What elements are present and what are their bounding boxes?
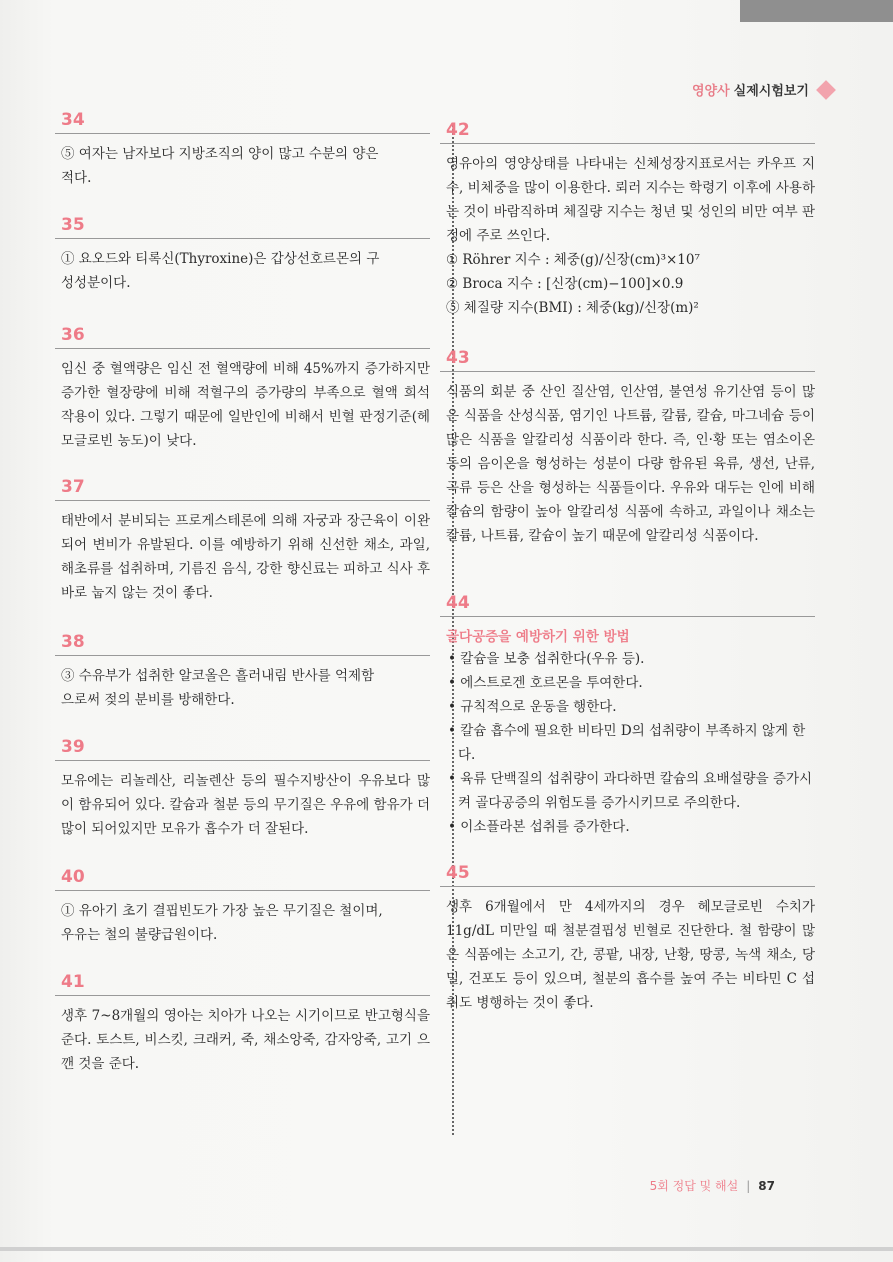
section-subheading: 골다공증을 예방하기 위한 방법 xyxy=(446,629,630,645)
formula-broca: ② Broca 지수 : [신장(cm)−100]×0.9 xyxy=(446,276,684,292)
formula-bmi: ⑤ 체질량 지수(BMI) : 체중(kg)/신장(m)² xyxy=(446,300,699,316)
answer-text: ③ 수유부가 섭취한 알코올은 흘러내림 반사를 억제함 으로써 젖의 분비를 방해한다. xyxy=(61,668,375,708)
list-item: • 에스트로겐 호르몬을 투여한다. xyxy=(448,675,643,691)
running-header xyxy=(692,80,833,99)
question-rule xyxy=(55,655,430,656)
question-rule xyxy=(55,995,430,996)
question-number: 39 xyxy=(61,737,85,757)
question-40 xyxy=(55,867,430,972)
answer-text: 모유에는 리놀레산, 리놀렌산 등의 필수지방산이 우유보다 많이 함유되어 있다. 칼슘과 철분 등의 무기질은 우유에 함유가 더 많이 되어있지만 모유가 흡수가 더 잘된다. xyxy=(61,773,430,837)
question-rule xyxy=(55,238,430,239)
answer-text: 영유아의 영양상태를 나타내는 신체성장지표로서는 카우프 지수, 비체중을 많이 이용한다. 뢰러 지수는 학령기 이후에 사용하는 것이 바람직하며 체질량 지수는 청년 및 성인의 비만 여부 판정에 주로 쓰인다. xyxy=(446,156,815,244)
question-rule xyxy=(440,616,815,617)
answer-text: 태반에서 분비되는 프로게스테론에 의해 자궁과 장근육이 이완되어 변비가 유발된다. 이를 예방하기 위해 신선한 채소, 과일, 해초류를 섭취하며, 기름진 음식, 강한 향신료는 피하고 식사 후 바로 눕지 않는 것이 좋다. xyxy=(61,513,430,601)
scan-bottom-edge xyxy=(0,1247,893,1251)
answer-text: 생후 7~8개월의 영아는 치아가 나오는 시기이므로 반고형식을 준다. 토스트, 비스킷, 크래커, 죽, 채소앙죽, 감자앙죽, 고기 으깬 것을 준다. xyxy=(61,1008,430,1072)
answer-text: ⑤ 여자는 남자보다 지방조직의 양이 많고 수분의 양은 적다. xyxy=(61,146,379,186)
question-number: 43 xyxy=(446,348,470,368)
diamond-icon xyxy=(816,80,836,100)
list-item: • 칼슘 흡수에 필요한 비타민 D의 섭취량이 부족하지 않게 한다. xyxy=(448,723,806,763)
question-number: 34 xyxy=(61,110,85,130)
question-rule xyxy=(440,371,815,372)
question-number: 35 xyxy=(61,215,85,235)
list-item: • 이소플라본 섭취를 증가한다. xyxy=(448,819,630,835)
page-number: 87 xyxy=(758,1178,775,1193)
list-item: • 규칙적으로 운동을 행한다. xyxy=(448,699,617,715)
question-43 xyxy=(440,348,815,593)
scan-edge xyxy=(740,0,893,22)
answer-text: ① 유아기 초기 결핍빈도가 가장 높은 무기질은 철이며, 우유는 철의 불량급원이다. xyxy=(61,903,383,943)
question-number: 38 xyxy=(61,632,85,652)
question-37 xyxy=(55,477,430,632)
question-45 xyxy=(440,863,815,1043)
list-item: • 육류 단백질의 섭취량이 과다하면 칼슘의 요배설량을 증가시켜 골다공증의 위험도를 증가시키므로 주의한다. xyxy=(448,771,813,811)
question-39 xyxy=(55,737,430,867)
left-column xyxy=(55,110,430,1102)
question-41 xyxy=(55,972,430,1102)
question-number: 45 xyxy=(446,863,470,883)
formula-rohrer: ① Röhrer 지수 : 체중(g)/신장(cm)³×10⁷ xyxy=(446,252,700,268)
header-brand: 영양사 xyxy=(691,84,730,99)
answer-text: 식품의 회분 중 산인 질산염, 인산염, 불연성 유기산염 등이 많은 식품을 산성식품, 염기인 나트륨, 칼륨, 칼슘, 마그네슘 등이 많은 식품을 알칼리성 식품이라 한다. 즉, 인·황 또는 염소이온 등의 음이온을 형성하는 성분이 다량 함유된 육류, 생선, 난류, 곡류 등은 산을 형성하는 식품들이다. 우유와 대두는 인에 비해 칼슘의 함량이 높아 알칼리성 식품에 속하고, 과일이나 채소는 칼륨, 나트륨, 칼슘이 높기 때문에 알칼리성 식품이다. xyxy=(446,384,815,544)
right-column xyxy=(440,120,815,1043)
question-number: 40 xyxy=(61,867,85,887)
question-rule xyxy=(55,760,430,761)
question-rule xyxy=(440,143,815,144)
question-36 xyxy=(55,325,430,477)
question-number: 42 xyxy=(446,120,470,140)
question-number: 37 xyxy=(61,477,85,497)
question-rule xyxy=(440,886,815,887)
question-44 xyxy=(440,593,815,863)
page-footer xyxy=(650,1177,775,1194)
question-34 xyxy=(55,110,430,215)
question-38 xyxy=(55,632,430,737)
question-35 xyxy=(55,215,430,325)
answer-text: 임신 중 혈액량은 임신 전 혈액량에 비해 45%까지 증가하지만 증가한 혈장량에 비해 적혈구의 증가량의 부족으로 혈액 희석작용이 있다. 그렇기 때문에 일반인에 비해서 빈혈 판정기준(헤모글로빈 농도)이 낮다. xyxy=(61,361,430,449)
list-item: • 칼슘을 보충 섭취한다(우유 등). xyxy=(448,651,645,667)
footer-label: 5회 정답 및 해설 xyxy=(649,1179,739,1193)
question-rule xyxy=(55,348,430,349)
question-number: 44 xyxy=(446,593,470,613)
answer-text: ① 요오드와 티록신(Thyroxine)은 갑상선호르몬의 구 성성분이다. xyxy=(61,251,380,291)
answer-text: 생후 6개월에서 만 4세까지의 경우 헤모글로빈 수치가 11g/dL 미만일 때 철분결핍성 빈혈로 진단한다. 철 함량이 많은 식품에는 소고기, 간, 콩팥, 내장, 난황, 땅콩, 녹색 채소, 당밀, 건포도 등이 있으며, 철분의 흡수를 높여 주는 비타민 C 섭취도 병행하는 것이 좋다. xyxy=(446,899,815,1011)
header-title: 실제시험보기 xyxy=(733,84,809,99)
question-rule xyxy=(55,133,430,134)
question-rule xyxy=(55,890,430,891)
question-number: 41 xyxy=(61,972,85,992)
question-42 xyxy=(440,120,815,348)
question-number: 36 xyxy=(61,325,85,345)
question-rule xyxy=(55,500,430,501)
footer-separator: | xyxy=(746,1178,751,1193)
